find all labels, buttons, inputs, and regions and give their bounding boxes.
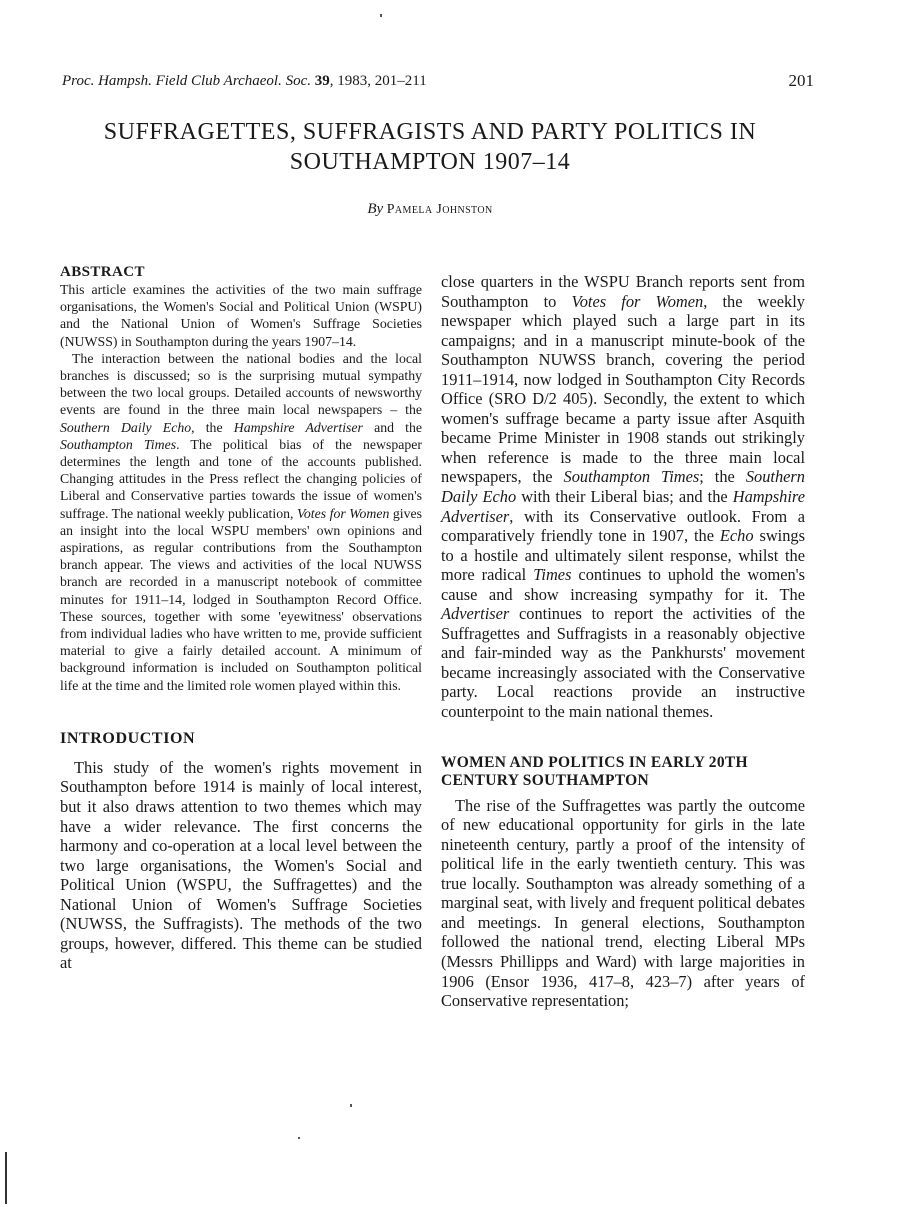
body-paragraph-continued: close quarters in the WSPU Branch reports sent from Southampton to Votes for Women, the weekly newspaper which played such a large part in its campaigns; and in a manuscript minute-book of the Southampton NUWSS branch, covering the period 1911–1914, now lodged in Southampton City Records Office (SRO D/2 405). Secondly, the extent to which women's suffrage became a party issue after Asquith became Prime Minister in 1908 stands out strikingly when reference is made to the three main local newspapers, the Southampton Times; the Southern Daily Echo with their Liberal bias; and the Hampshire Advertiser, with its Conservative outlook. From a comparatively friendly tone in 1907, the Echo swings to a hostile and ultimately silent response, whilst the more radical Times continues to uphold the women's cause and show increasing sympathy for it. The Advertiser continues to report the activities of the Suffragettes and Suffragists in a reasonably objective and fair-minded way as the Pankhursts' movement became increasingly associated with the Conservative party. Local reactions provide an instructive counterpoint to the main national themes.: [441, 272, 805, 722]
newspaper-title: Hampshire Advertiser: [441, 487, 805, 526]
abstract-section: [60, 263, 422, 694]
scan-speck: [380, 14, 382, 17]
abstract-paragraph-2: The interaction between the national bodies and the local branches is discussed; so is the surprising mutual sympathy between the two local groups. Detailed accounts of newsworthy events are found in the three main local newspapers – the Southern Daily Echo, the Hampshire Advertiser and the Southampton Times. The political bias of the newspaper determines the length and tone of the accounts published. Changing attitudes in the Press reflect the changing policies of Liberal and Conservative parties towards the issue of women's suffrage. The national weekly publication, Votes for Women gives an insight into the local WSPU members' own opinions and aspirations, as regular contributions from the Southampton branch appear. The views and activities of the local NUWSS branch are recorded in a manuscript notebook of committee minutes for 1911–14, lodged in Southampton Record Office. These sources, together with some 'eyewitness' observations from individual ladies who have written to me, provide sufficient material to give a fairly detailed account. A minimum of background information is included on Southampton political life at the time and the limited role women played within this.: [60, 350, 423, 693]
right-column: [441, 272, 805, 1011]
scan-speck: [298, 1137, 300, 1139]
newspaper-title: Southampton Times: [563, 467, 700, 487]
journal-name: Proc. Hampsh. Field Club Archaeol. Soc.: [62, 73, 311, 89]
newspaper-title: Votes for Women: [571, 291, 704, 311]
article-title: [40, 117, 820, 177]
newspaper-title: Advertiser: [441, 604, 510, 624]
left-column: [60, 263, 422, 973]
page-number: 201: [788, 71, 814, 90]
newspaper-title: Southampton Times: [60, 436, 177, 452]
year-pages: , 1983, 201–211: [329, 73, 427, 89]
newspaper-title: Times: [533, 565, 572, 585]
section-heading-women-politics: WOMEN AND POLITICS IN EARLY 20TH CENTURY SOUTHAMPTON: [441, 753, 748, 789]
scan-margin-mark: [5, 1152, 7, 1204]
introduction-section: [60, 730, 422, 973]
newspaper-title: Southern Daily Echo: [60, 419, 192, 435]
title-line-2: SOUTHAMPTON 1907–14: [289, 149, 571, 175]
abstract-heading: ABSTRACT: [60, 264, 145, 280]
newspaper-title: Southern Daily Echo: [441, 467, 805, 507]
introduction-heading: INTRODUCTION: [60, 729, 196, 747]
byline: [40, 200, 820, 219]
byline-by: By: [367, 201, 384, 217]
body-paragraph: The rise of the Suffragettes was partly the outcome of new educational opportunity for girls in the late nineteenth century, partly a proof of the intensity of political life in the early twentieth century. This was true locally. Southampton was already something of a marginal seat, with lively and frequent political debates and meetings. In general elections, Southampton followed the national trend, electing Liberal MPs (Messrs Phillipps and Ward) with large majorities in 1906 (Ensor 1936, 417–8, 423–7) after years of Conservative representation;: [441, 795, 805, 1011]
running-head: [62, 72, 814, 90]
newspaper-title: Hampshire Advertiser: [233, 419, 363, 435]
newspaper-title: Echo: [719, 526, 754, 546]
introduction-paragraph: This study of the women's rights movement in Southampton before 1914 is mainly of local interest, but it also draws attention to two themes which may have a wider relevance. The first concerns the harmony and co-operation at a local level between the two large organisations, the Women's Social and Political Union (WSPU, the Suffragettes) and the National Union of Women's Suffrage Societies (NUWSS, the Suffragists). The methods of the two groups, however, differed. This theme can be studied at: [60, 757, 422, 973]
title-line-1: SUFFRAGETTES, SUFFRAGISTS AND PARTY POLITICS IN: [103, 119, 757, 145]
abstract-paragraph-1: This article examines the activities of the two main suffrage organisations, the Women's Social and Political Union (WSPU) and the National Union of Women's Suffrage Societies (NUWSS) in Southampton during the years 1907–14.: [60, 282, 422, 349]
volume-number: 39: [314, 73, 330, 89]
scan-speck: [350, 1104, 352, 1107]
newspaper-title: Votes for Women: [296, 505, 390, 521]
author-name: Pamela Johnston: [386, 202, 493, 217]
